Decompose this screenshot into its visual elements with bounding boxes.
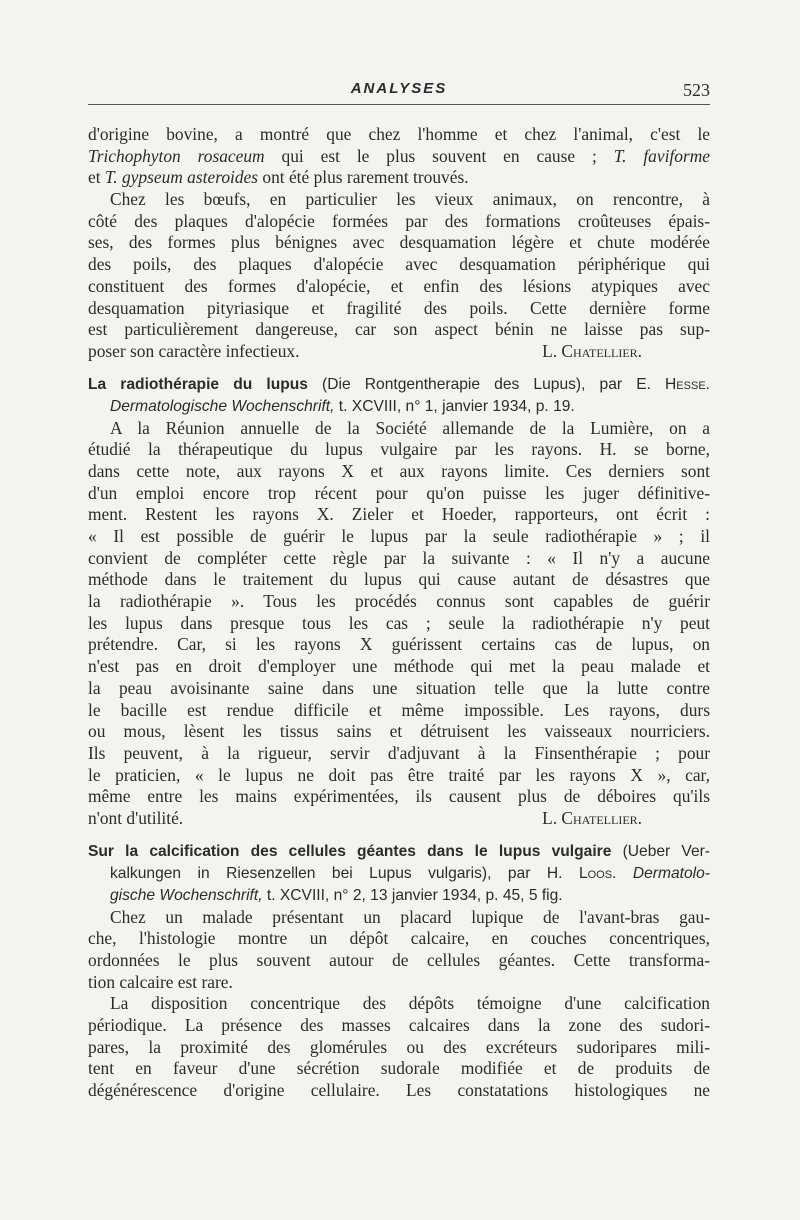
text-line: des poils, des plaques d'alopécie avec desquamation périphérique qui xyxy=(88,254,710,275)
text-line: « Il est possible de guérir le lupus par la seule radiothérapie » ; il xyxy=(88,526,710,546)
text-line: ment. Restent les rayons X. Zieler et Hoeder, rapporteurs, ont écrit : xyxy=(88,504,710,525)
text-line: Chez les bœufs, en particulier les vieux animaux, on rencontre, à xyxy=(110,189,710,210)
page-header xyxy=(88,80,710,110)
text-line: poser son caractère infectieux. xyxy=(88,340,300,361)
text-line: ordonnées le plus souvent autour de cellules géantes. Cette transforma- xyxy=(88,950,710,970)
text-line: che, l'histologie montre un dépôt calcaire, en couches concentriques, xyxy=(88,928,710,949)
text-line: dans cette note, aux rayons X et aux rayons limite. Ces derniers sont xyxy=(88,460,710,481)
text-line: A la Réunion annuelle de la Société allemande de la Lumière, on a xyxy=(110,417,710,438)
text-line: desquamation pityriasique et fragilité des poils. Cette dernière forme xyxy=(88,297,710,318)
text-line: Ils peuvent, à la rigueur, servir d'adjuvant à la Finsenthérapie ; pour xyxy=(88,742,710,763)
author-signature: L. Chatellier. xyxy=(542,340,642,361)
text-line: étudié la thérapeutique du lupus vulgaire par les rayons. H. se borne, xyxy=(88,439,710,460)
page-body xyxy=(88,124,710,1102)
text-line: prétendre. Car, si les rayons X guérissent certains cas de lupus, on xyxy=(88,634,710,655)
text-line: La disposition concentrique des dépôts témoigne d'une calcification xyxy=(110,993,710,1014)
text-line: dégénérescence d'origine cellulaire. Les constatations histologiques ne xyxy=(88,1080,710,1101)
text-line: tent en faveur d'une sécrétion sudorale modifiée et de produits de xyxy=(88,1058,710,1079)
text-line: les lupus dans presque tous les cas ; seule la radiothérapie n'y peut xyxy=(88,612,710,633)
text-line: le bacille est rendue difficile et même impossible. Les rayons, durs xyxy=(88,699,710,720)
article-radiotherapie-lupus xyxy=(88,374,710,830)
text-line: Trichophyton rosaceum qui est le plus souvent en cause ; T. faviforme xyxy=(88,145,710,166)
article-citation: kalkungen in Riesenzellen bei Lupus vulgaris), par H. Loos. Dermatolo- xyxy=(110,864,710,882)
article-title: Sur la calcification des cellules géantes dans le lupus vulgaire (Ueber Ver- xyxy=(88,842,710,860)
page-number: 523 xyxy=(683,80,710,100)
text-line: convient de compléter cette règle par la suivante : « Il n'y a aucune xyxy=(88,547,710,568)
text-line: Chez un malade présentant un placard lupique de l'avant-bras gau- xyxy=(110,906,710,927)
text-line: côté des plaques d'alopécie formées par des formations croûteuses épais- xyxy=(88,210,710,231)
text-line: la radiothérapie ». Tous les procédés connus sont capables de guérir xyxy=(88,591,710,612)
text-line: et T. gypseum asteroides ont été plus rarement trouvés. xyxy=(88,167,469,188)
text-line: périodique. La présence des masses calcaires dans la zone des sudori- xyxy=(88,1015,710,1036)
running-title: ANALYSES xyxy=(350,80,448,97)
signature-row xyxy=(88,808,710,830)
text-line: le praticien, « le lupus ne doit pas être traité par les rayons X », car, xyxy=(88,764,710,785)
text-line: ou mous, lèsent les tissus sains et détruisent les vaisseaux nourriciers. xyxy=(88,721,710,742)
text-line: est particulièrement dangereuse, car son aspect bénin ne laisse pas sup- xyxy=(88,319,710,340)
article-calcification-lupus xyxy=(88,841,710,1102)
article-title: La radiothérapie du lupus (Die Rontgentherapie des Lupus), par E. Hesse. xyxy=(88,375,710,393)
text-line: d'un emploi encore trop récent pour qu'on puisse les juger définitive- xyxy=(88,482,710,503)
signature-row xyxy=(88,341,710,363)
author-signature: L. Chatellier. xyxy=(542,807,642,828)
text-line: d'origine bovine, a montré que chez l'homme et chez l'animal, c'est le xyxy=(88,124,710,144)
text-line: tion calcaire est rare. xyxy=(88,971,233,992)
header-rule xyxy=(88,104,710,105)
article-citation: gische Wochenschrift, t. XCVIII, n° 2, 13 janvier 1934, p. 45, 5 fig. xyxy=(110,886,563,904)
text-line: ses, des formes plus bénignes avec desquamation légère et chute modérée xyxy=(88,232,710,253)
text-line: n'ont d'utilité. xyxy=(88,807,184,828)
text-line: constituent des formes d'alopécie, et enfin des lésions atypiques avec xyxy=(88,275,710,296)
text-line: méthode dans le traitement du lupus qui cause autant de désastres que xyxy=(88,569,710,590)
text-line: n'est pas en droit d'employer une méthode qui met la peau malade et xyxy=(88,656,710,677)
article-citation: Dermatologische Wochenschrift, t. XCVIII, n° 1, janvier 1934, p. 19. xyxy=(110,397,575,415)
article-chatellier-trichophyton xyxy=(88,124,710,363)
text-line: même entre les mains expérimentées, ils causent plus de déboires qu'ils xyxy=(88,786,710,807)
text-line: la peau avoisinante saine dans une situation telle que la lutte contre xyxy=(88,677,710,698)
text-line: pares, la proximité des glomérules ou des excréteurs sudoripares mili- xyxy=(88,1036,710,1057)
